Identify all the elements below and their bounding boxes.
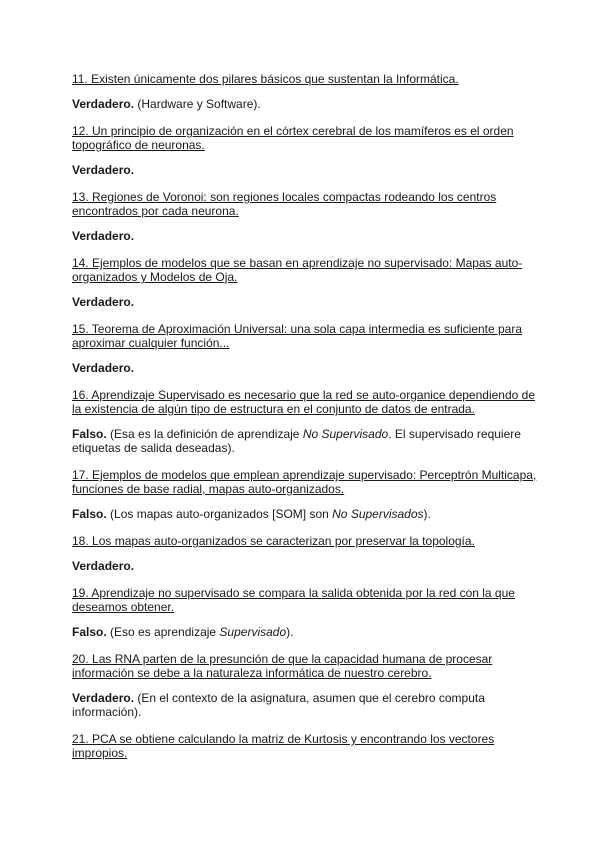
answer-note: ). — [423, 507, 431, 521]
answer-note: (Eso es aprendizaje — [106, 625, 220, 639]
answer — [72, 625, 540, 639]
answer-note: (Esa es la definición de aprendizaje — [106, 427, 303, 441]
answer — [72, 361, 540, 375]
qa-item — [72, 190, 540, 243]
question-text: 13. Regiones de Voronoi: son regiones locales compactas rodeando los centros encontrados por cada neurona. — [72, 190, 497, 218]
question-text: 17. Ejemplos de modelos que emplean aprendizaje supervisado: Perceptrón Multicapa, funciones de base radial, mapas auto-organizados. — [72, 468, 537, 496]
qa-item — [72, 72, 540, 111]
answer-verdict: Falso. — [72, 507, 107, 521]
qa-item — [72, 124, 540, 177]
answer-verdict: Verdadero. — [72, 295, 135, 309]
question-text: 21. PCA se obtiene calculando la matriz de Kurtosis y encontrando los vectores impropios. — [72, 732, 495, 760]
question-text: 19. Aprendizaje no supervisado se compara la salida obtenida por la red con la que deseamos obtener. — [72, 586, 515, 614]
answer-verdict: Falso. — [72, 427, 107, 441]
answer — [72, 163, 540, 177]
answer-verdict: Verdadero. — [72, 559, 135, 573]
question-list — [72, 72, 540, 760]
qa-item — [72, 388, 540, 455]
answer — [72, 507, 540, 521]
question-text: 14. Ejemplos de modelos que se basan en aprendizaje no supervisado: Mapas auto-organizados y Modelos de Oja. — [72, 256, 523, 284]
answer-note: (Los mapas auto-organizados [SOM] son — [106, 507, 333, 521]
qa-item — [72, 468, 540, 521]
question-text: 12. Un principio de organización en el córtex cerebral de los mamíferos es el orden topográfico de neuronas. — [72, 124, 514, 152]
qa-item — [72, 534, 540, 573]
qa-item — [72, 586, 540, 639]
question-text: 11. Existen únicamente dos pilares básicos que sustentan la Informática. — [72, 72, 459, 86]
question-text: 16. Aprendizaje Supervisado es necesario que la red se auto-organice dependiendo de la existencia de algún tipo de estructura en el conjunto de datos de entrada. — [72, 388, 535, 416]
answer-verdict: Verdadero. — [72, 229, 135, 243]
answer-note-emphasis: No Supervisados — [332, 507, 424, 521]
answer-note: (En el contexto de la asignatura, asumen que el cerebro computa información). — [72, 691, 485, 719]
answer — [72, 559, 540, 573]
answer — [72, 691, 540, 719]
question-text: 15. Teorema de Aproximación Universal: una sola capa intermedia es suficiente para aproximar cualquier función... — [72, 322, 523, 350]
answer-verdict: Verdadero. — [72, 97, 135, 111]
answer-note-emphasis: Supervisado — [219, 625, 287, 639]
answer-verdict: Verdadero. — [72, 361, 135, 375]
answer — [72, 295, 540, 309]
answer-verdict: Verdadero. — [72, 691, 135, 705]
answer-note: . El supervisado requiere etiquetas de salida deseadas). — [72, 427, 521, 455]
qa-item — [72, 652, 540, 719]
qa-item — [72, 256, 540, 309]
answer-note: (Hardware y Software). — [134, 97, 261, 111]
answer — [72, 427, 540, 455]
answer-note-emphasis: No Supervisado — [302, 427, 389, 441]
answer-verdict: Falso. — [72, 625, 107, 639]
question-text: 18. Los mapas auto-organizados se caracterizan por preservar la topología. — [72, 534, 475, 548]
answer-verdict: Verdadero. — [72, 163, 135, 177]
qa-item — [72, 322, 540, 375]
answer — [72, 97, 540, 111]
answer — [72, 229, 540, 243]
question-text: 20. Las RNA parten de la presunción de que la capacidad humana de procesar información se debe a la naturaleza informática de nuestro cerebro. — [72, 652, 493, 680]
answer-note: ). — [286, 625, 294, 639]
qa-item — [72, 732, 540, 760]
